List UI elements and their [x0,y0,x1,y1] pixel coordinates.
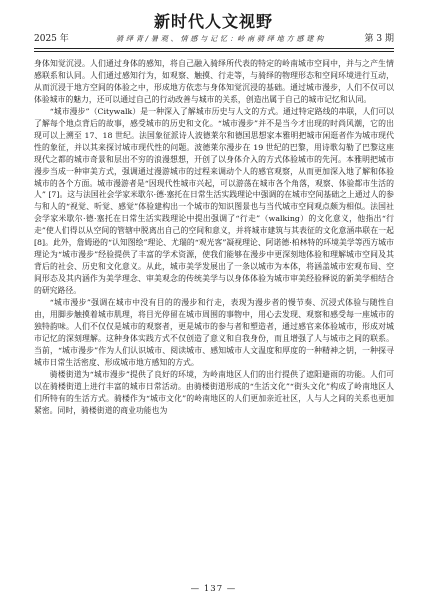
body-paragraph: “城市漫步”（Citywalk）是一种深入了解城市历史与人文的方式。通过特定路线的串联，人们可以了解每个地点背后的故事，感受城市的历史和文化。“城市漫步”并不是当今才出现的时尚风潮，它的出现可以上溯至 17、18 世纪。法国象征派诗人波德莱尔和德国思想家本雅明把城市闲逛者作为城市现代性的象征，并以其来探讨城市现代性的问题。波德莱尔漫步在 19 世纪的巴黎，用诗歌勾勒了巴黎这座现代之都的城市奇景和层出不穷的浪漫想想，开创了以身体介入的方式体验城市的先河。本雅明把城市漫步当成一种审美方式，强调通过漫游城市的过程来调动个人的感官观察，从而更加深入地了解和体验城市的各个方面。城市漫游者是“因现代性城市兴起，可以游荡在城市各个角落，观察、体验都市生活的人” [7]。这与法国社会学家米歇尔·德·塞托在日常生活实践理论中强调的在城市空间基础之上通过人的参与和人的“视觉、听觉、感觉”体验建构出一个城市的知识图景也与当代城市空间观点颇为相似。法国社会学家米歇尔·德·塞托在日常生活实践理论中提出强调了“行走”（walking）的文化意义，他指出“行走”使人们得以从空间的管辖中脱离出自己的空间和意义，并将城市建筑与其表征的文化意涵串联在一起 [8]。此外，詹姆逊的“认知图绘”理论、尤瑞的“观光客”凝视理论、阿诺德·柏林特的环境美学等西方城市理论为“城市漫步”经验提供了丰富的学术资源，使我们能够在漫步中更深刻地体验和理解城市空间及其背后的社会、历史和文化意义。从此，城市美学发展出了一条以城市为本体，将涵盖城市宏观布局、空间形态及其内涵作为美学理念、审美观念的传统美学与以身体体验为城市审美经验释说的新美学相结合的研究路径。 [34,106,394,296]
header-rule-thin [34,51,394,52]
journal-title: 新时代人文视野 [153,12,273,31]
header-issue-number: 第 3 期 [364,34,394,44]
header-running-title: 骑 绎 青 / 暑 观 、 情 感 与 记 忆 ：岭 南 骑 绎 地 方 感 建 构 [116,34,324,43]
body-paragraph: “城市漫步”强调在城市中没有目的的漫步和行走，表现为漫步者的慢节奏、沉浸式体验与随性自由，用脚步触摸着城市肌理，将目光停留在城市周围的事物中，用心去发现、观察和感受每一座城市的独特韵味。人们不仅仅是城市的观察者，更是城市的参与者和塑造者，通过感官来体验城市，形成对城市记忆的深刻理解。这种身体实践方式不仅创造了意义和自我身份，而且增强了人与城市之间的联系。当前，“城市漫步”作为人们认识城市、阅读城市、感知城市人文温度和厚度的一种精神之钥，一种探寻城市日常生活密度、形成城市地方感知的方式。 [34,298,394,367]
header-year: 2025 年 [34,34,69,44]
page-number: — 137 — [190,584,237,594]
article-body [34,58,394,417]
body-paragraph: 身体知觉沉浸。人们通过身体的感知，将自己融入骑绎所代表的特定的岭南城市空间中，并与之产生情感联系和认同。人们通过感知行为，如观察、触摸、行走等，与骑绎的物理形态和空间环境进行互动，从而沉浸于地方空间的体验之中，形成地方依恋与身体知觉沉浸的基础。通过城市漫步，人们不仅可以体验城市的魅力，还可以通过自己的行动改善与城市的关系，创造出属于自己的城市记忆和认同。 [34,59,394,104]
body-paragraph: 骑楼街道为“城市漫步”提供了良好的环境，为岭南地区人们的出行提供了遮阳避雨的功能。人们可以在骑楼街道上进行丰富的城市日常活动。由骑楼街道形成的“生活文化”“街头文化”构成了岭南地区人们所特有的生活方式。骑楼作为“城市文化”的岭南地区的人们更加亲近社区，人与人之间的关系也更加紧密。同时，骑楼街道的商业功能也为 [34,369,394,415]
running-header [34,32,394,46]
header-rule-thick [34,48,394,49]
